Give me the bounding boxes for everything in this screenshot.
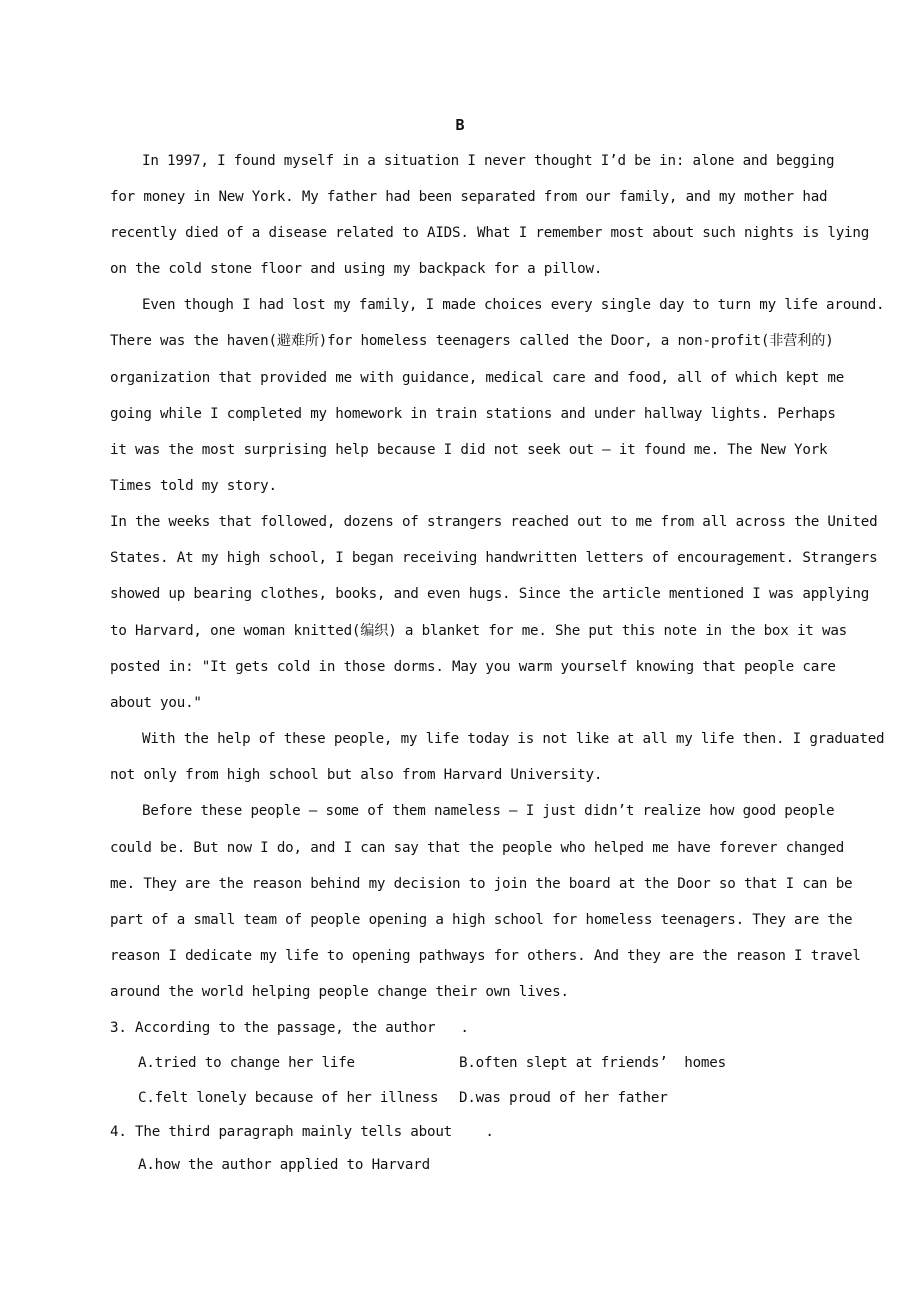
passage-line: part of a small team of people opening a high school for homeless teenagers. They are the bbox=[110, 912, 853, 928]
passage-line: for money in New York. My father had been separated from our family, and my mother had bbox=[110, 189, 828, 205]
passage-line: organization that provided me with guidance, medical care and food, all of which kept me bbox=[110, 370, 845, 386]
passage-line: Before these people — some of them nameless — I just didn’t realize how good people bbox=[142, 803, 835, 819]
answer-option-b: B.often slept at friends’ homes bbox=[459, 1055, 726, 1071]
section-heading: B bbox=[455, 116, 465, 134]
question-stem: 4. The third paragraph mainly tells about . bbox=[110, 1124, 494, 1140]
passage-line: could be. But now I do, and I can say that the people who helped me have forever changed bbox=[110, 840, 845, 856]
passage-line: me. They are the reason behind my decision to join the board at the Door so that I can be bbox=[110, 876, 853, 892]
passage-line: States. At my high school, I began receiving handwritten letters of encouragement. Strangers bbox=[110, 550, 878, 566]
passage-line: not only from high school but also from Harvard University. bbox=[110, 767, 603, 783]
answer-option-a: A.tried to change her life bbox=[138, 1055, 355, 1071]
passage-line: about you." bbox=[110, 695, 202, 711]
passage-line: on the cold stone floor and using my backpack for a pillow. bbox=[110, 261, 603, 277]
passage-line: showed up bearing clothes, books, and even hugs. Since the article mentioned I was applying bbox=[110, 586, 870, 602]
answer-option-c: C.felt lonely because of her illness bbox=[138, 1090, 439, 1106]
answer-option-a: A.how the author applied to Harvard bbox=[138, 1157, 430, 1173]
passage-line: In the weeks that followed, dozens of strangers reached out to me from all across the United bbox=[110, 514, 878, 530]
passage-line: going while I completed my homework in train stations and under hallway lights. Perhaps bbox=[110, 406, 836, 422]
passage-line: reason I dedicate my life to opening pathways for others. And they are the reason I travel bbox=[110, 948, 861, 964]
passage-line: In 1997, I found myself in a situation I never thought I’d be in: alone and begging bbox=[142, 153, 835, 169]
answer-option-d: D.was proud of her father bbox=[459, 1090, 668, 1106]
question-stem: 3. According to the passage, the author . bbox=[110, 1020, 469, 1036]
passage-line: around the world helping people change their own lives. bbox=[110, 984, 569, 1000]
passage-line: to Harvard, one woman knitted(编织) a blanket for me. She put this note in the box it was bbox=[110, 623, 848, 639]
passage-line: recently died of a disease related to AIDS. What I remember most about such nights is lying bbox=[110, 225, 870, 241]
passage-line: Times told my story. bbox=[110, 478, 277, 494]
passage-line: posted in: "It gets cold in those dorms. May you warm yourself knowing that people care bbox=[110, 659, 836, 675]
passage-line: it was the most surprising help because I did not seek out — it found me. The New York bbox=[110, 442, 828, 458]
passage-line: There was the haven(避难所)for homeless teenagers called the Door, a non-profit(非营利的) bbox=[110, 333, 834, 349]
passage-line: Even though I had lost my family, I made choices every single day to turn my life around. bbox=[142, 297, 885, 313]
passage-line: With the help of these people, my life today is not like at all my life then. I graduated bbox=[142, 731, 885, 747]
